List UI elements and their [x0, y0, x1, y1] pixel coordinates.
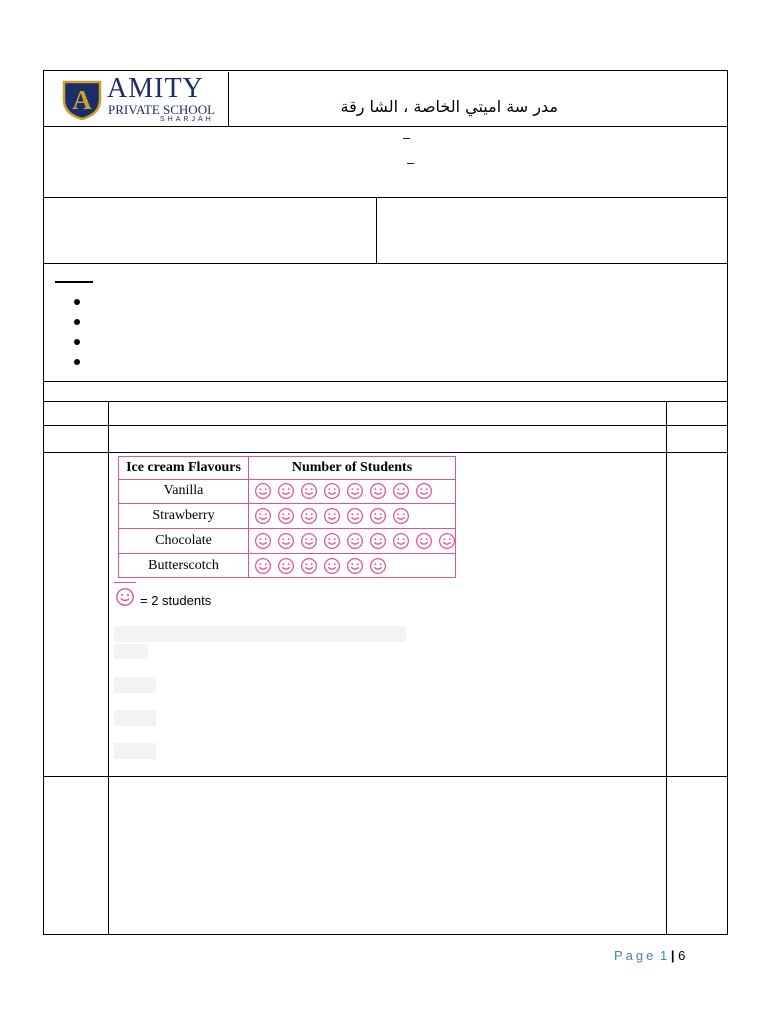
answer-placeholder [114, 644, 148, 659]
smiley-face-icon [369, 557, 387, 575]
smiley-face-icon [323, 482, 341, 500]
smiley-row-butterscotch [254, 554, 387, 578]
smiley-face-icon [323, 532, 341, 550]
smiley-face-icon [392, 482, 410, 500]
smiley-face-icon [323, 557, 341, 575]
title-dash-1: – [403, 130, 411, 145]
smiley-face-icon [300, 507, 318, 525]
smiley-face-icon [277, 532, 295, 550]
smiley-face-icon [300, 482, 318, 500]
smiley-face-icon [323, 507, 341, 525]
total-pages: 6 [678, 948, 686, 963]
smiley-row-chocolate [254, 529, 456, 553]
flavour-butterscotch: Butterscotch [148, 558, 219, 573]
instructions-heading-underline [55, 281, 93, 283]
smiley-face-icon [277, 482, 295, 500]
column-header-students: Number of Students [291, 460, 413, 475]
flavour-vanilla: Vanilla [163, 483, 204, 498]
smiley-face-icon [346, 482, 364, 500]
smiley-face-icon [369, 482, 387, 500]
answer-placeholder [114, 626, 406, 642]
smiley-face-icon [392, 532, 410, 550]
smiley-face-icon [392, 507, 410, 525]
pictograph-key: = 2 students [140, 593, 212, 608]
key-divider [114, 582, 136, 583]
logo-subtitle: PRIVATE SCHOOL [108, 102, 216, 117]
smiley-face-icon [415, 482, 433, 500]
flavour-strawberry: Strawberry [152, 508, 215, 523]
answer-placeholder [114, 743, 156, 759]
smiley-row-vanilla [254, 479, 433, 503]
ice-cream-pictograph [118, 456, 456, 578]
crest-letter: A [72, 85, 92, 115]
instruction-bullet [74, 339, 80, 345]
smiley-face-icon [115, 587, 135, 607]
smiley-face-icon [346, 507, 364, 525]
smiley-face-icon [254, 532, 272, 550]
answer-placeholder [114, 710, 156, 726]
column-header-flavour: Ice cream Flavours [126, 460, 241, 475]
smiley-face-icon [346, 532, 364, 550]
smiley-face-icon [277, 557, 295, 575]
smiley-face-icon [254, 482, 272, 500]
page-number: 1 [660, 948, 668, 963]
smiley-row-strawberry [254, 504, 410, 528]
page-separator: | [670, 948, 675, 963]
smiley-face-icon [277, 507, 295, 525]
school-name-arabic: مدر سة اميتي الخاصة ، الشا رقة [340, 97, 558, 116]
smiley-face-icon [369, 532, 387, 550]
instruction-bullet [74, 319, 80, 325]
logo-title: AMITY [107, 73, 204, 104]
page-footer [614, 948, 685, 964]
instruction-bullet [74, 359, 80, 365]
smiley-face-icon [254, 557, 272, 575]
logo-place: SHARJAH [160, 116, 214, 123]
smiley-face-icon [438, 532, 456, 550]
title-dash-2: – [407, 155, 415, 170]
smiley-face-icon [254, 507, 272, 525]
school-crest-icon [61, 78, 103, 120]
school-logo [53, 72, 229, 126]
smiley-face-icon [300, 532, 318, 550]
smiley-face-icon [415, 532, 433, 550]
smiley-face-icon [346, 557, 364, 575]
flavour-chocolate: Chocolate [155, 533, 212, 548]
page-label: Page [614, 948, 657, 963]
instruction-bullet [74, 299, 80, 305]
answer-placeholder [114, 677, 156, 693]
smiley-face-icon [300, 557, 318, 575]
smiley-face-icon [369, 507, 387, 525]
